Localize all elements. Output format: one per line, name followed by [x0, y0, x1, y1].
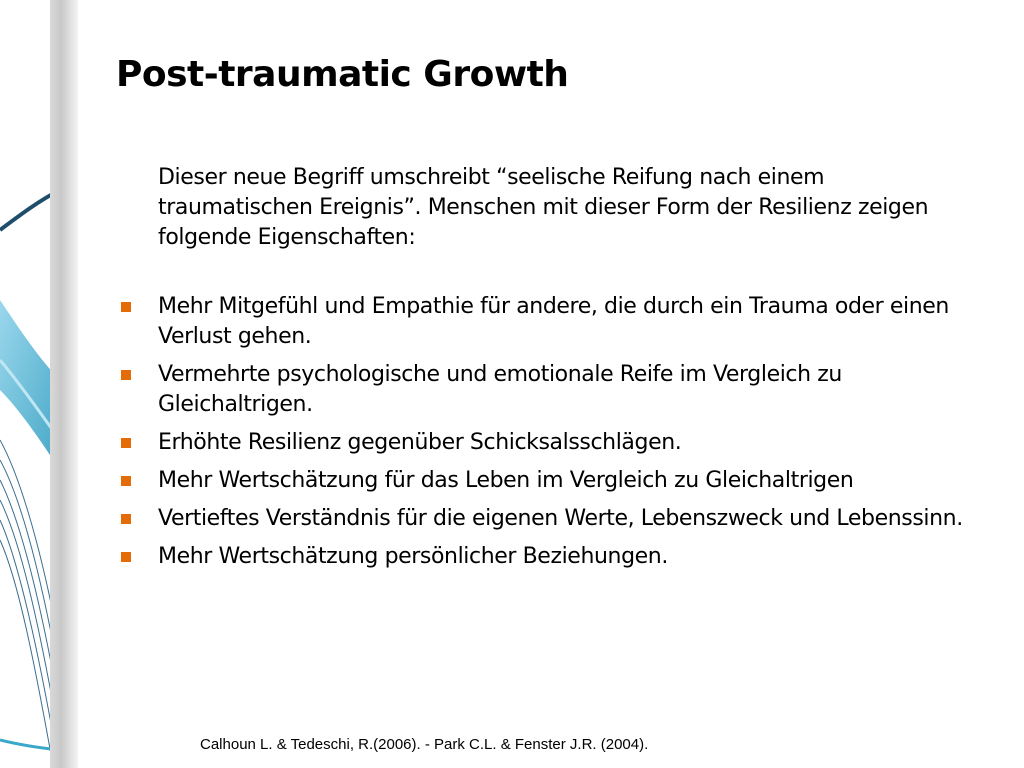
bullet-text: Vermehrte psychologische und emotionale Reife im Vergleich zu Gleichaltrigen.	[158, 362, 842, 417]
list-item	[118, 428, 978, 458]
list-item	[118, 360, 978, 420]
bullet-text: Mehr Wertschätzung persönlicher Beziehungen.	[158, 544, 668, 569]
square-bullet-icon	[121, 476, 131, 486]
bullet-text: Mehr Mitgefühl und Empathie für andere, die durch ein Trauma oder einen Verlust gehen.	[158, 294, 949, 349]
square-bullet-icon	[121, 370, 131, 380]
square-bullet-icon	[121, 438, 131, 448]
slide-title: Post-traumatic Growth	[116, 54, 569, 95]
square-bullet-icon	[121, 514, 131, 524]
decorative-side-panel	[0, 0, 80, 768]
list-item	[118, 504, 978, 534]
bullet-text: Erhöhte Resilienz gegenüber Schicksalsschlägen.	[158, 430, 682, 455]
bullet-text: Vertieftes Verständnis für die eigenen Werte, Lebenszweck und Lebenssinn.	[158, 506, 963, 531]
square-bullet-icon	[121, 552, 131, 562]
citation-footer: Calhoun L. & Tedeschi, R.(2006). - Park C.L. & Fenster J.R. (2004).	[200, 736, 649, 753]
bullet-list	[118, 292, 978, 580]
bullet-text: Mehr Wertschätzung für das Leben im Vergleich zu Gleichaltrigen	[158, 468, 854, 493]
list-item	[118, 542, 978, 572]
list-item	[118, 466, 978, 496]
intro-paragraph: Dieser neue Begriff umschreibt “seelische Reifung nach einem traumatischen Ereignis”. Menschen mit dieser Form der Resilienz zeigen folgende Eigenschaften:	[158, 165, 929, 250]
gray-side-strip	[50, 0, 78, 768]
square-bullet-icon	[121, 302, 131, 312]
list-item	[118, 292, 978, 352]
